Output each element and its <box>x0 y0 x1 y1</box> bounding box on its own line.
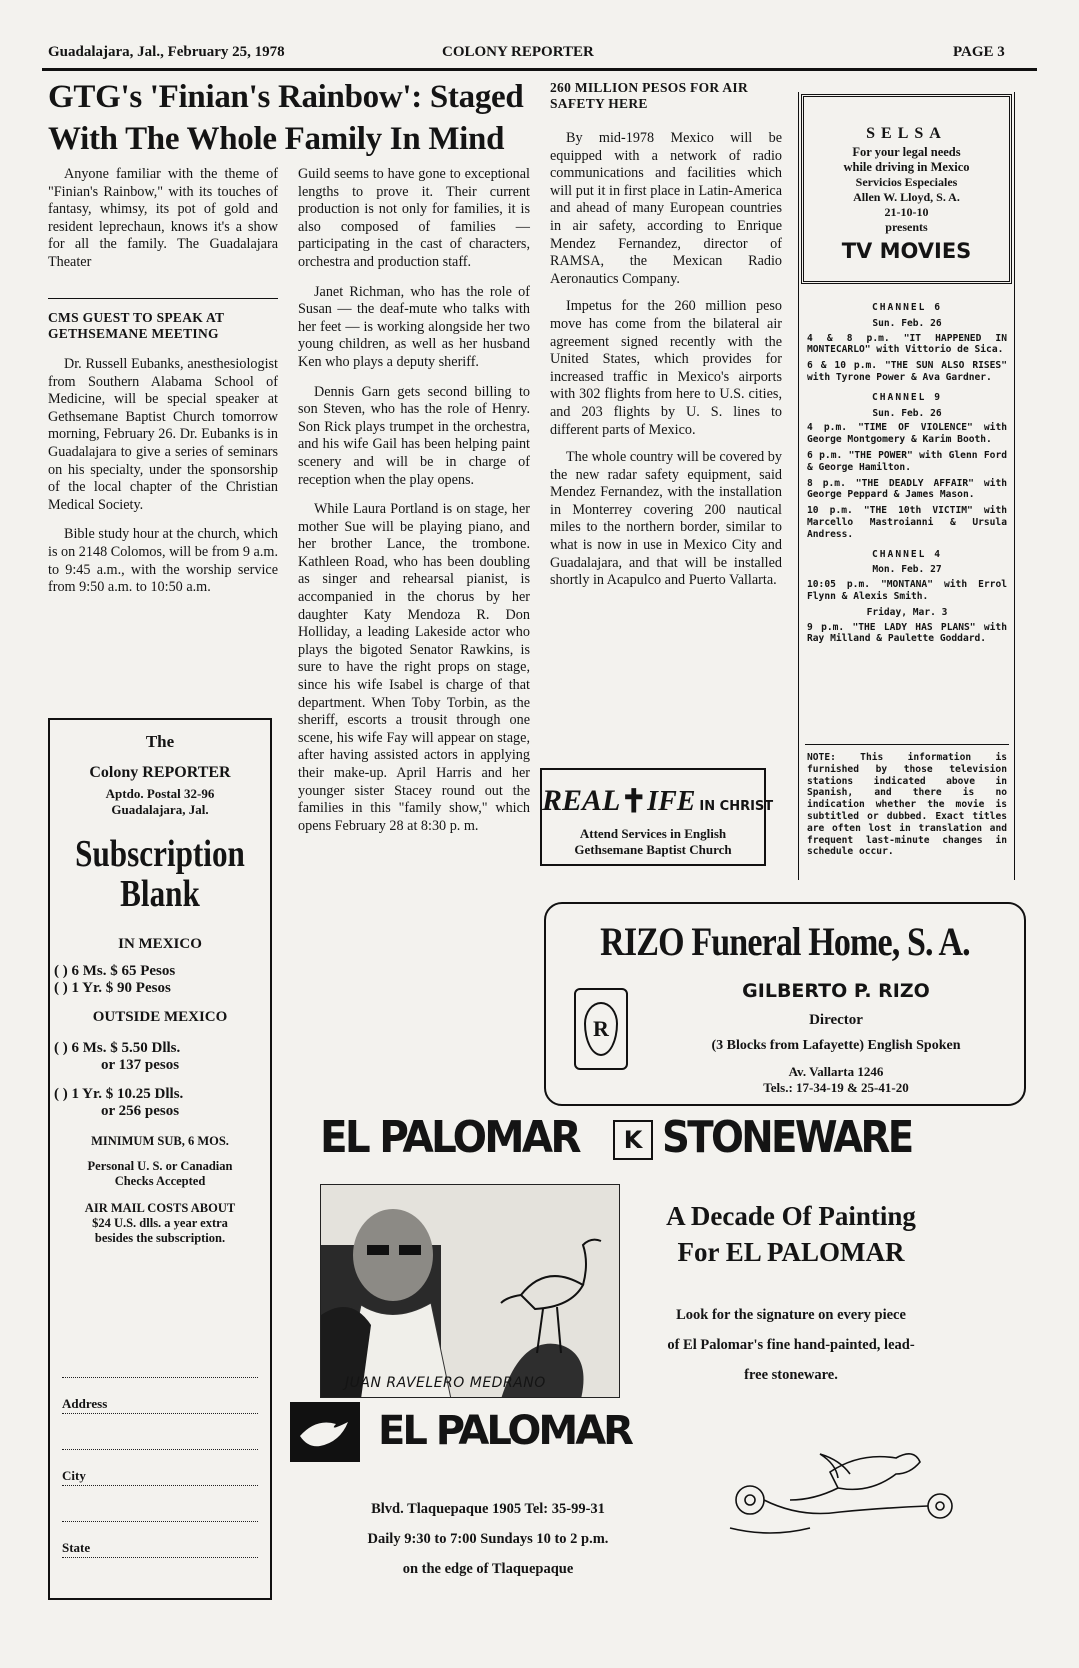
tv-listing-item: 6 p.m. "THE POWER" with Glenn Ford & George Hamilton. <box>807 449 1007 473</box>
rizo-address: Av. Vallarta 1246 <box>788 1064 884 1079</box>
sub-airmail: besides the subscription. <box>94 1231 226 1245</box>
page-number: PAGE 3 <box>953 44 1005 60</box>
sub-option-note: or 137 pesos <box>100 1057 180 1073</box>
rizo-role: Director <box>809 1012 863 1028</box>
palomar-body: Look for the signature on every piece of El Palomar's fine hand-painted, lead- free stoneware. <box>667 1307 915 1383</box>
tv-listing-item: 6 & 10 p.m. "THE SUN ALSO RISES" with Tyrone Power & Ava Gardner. <box>807 360 1007 383</box>
cms-story <box>48 356 278 606</box>
tv-listing-item: 4 p.m. "TIME OF VIOLENCE" with George Montgomery & Karim Booth. <box>807 422 1007 446</box>
air-paragraph: The whole country will be covered by the new radar safety equipment, said Mendez Fernandez, with the installation in Monterrey covering 200 nautical miles to the northern border, similar to what is now in use in Mexico City and Guadalajara, and that will be installed shortly in Acapulco and Puerto Vallarta. <box>550 449 782 589</box>
dateline: Guadalajara, Jal., February 25, 1978 <box>48 44 285 60</box>
divider <box>805 744 1009 745</box>
palomar-address: Blvd. Tlaquepaque 1905 Tel: 35-99-31 <box>371 1501 605 1517</box>
sub-the: The <box>145 732 175 751</box>
lead-paragraph: While Laura Portland is on stage, her mother Sue will be playing piano, and her brother Lance, the trombone. Kathleen Road, who has been doubling as singer and rehearsal pianist, is accompanied in the chorus by her daughter Katy Mendoza R. Don Holliday, a leading Lakeside actor who plays the bigoted Senator Rawkins, is sure to have the right props on stage, since his wife Isabel is charge of that department. When Toby Torbin, as the sheriff, escorts a trousit through one scene, his wife Fay will appear on stage, after having assisted actors in applying their make-up. April Harris and her younger sister Stacey round out the families in this "family show," which opens February 28 at 8:30 p. m. <box>298 501 530 834</box>
cms-paragraph: Dr. Russell Eubanks, anesthesiologist from Southern Alabama School of Medicine, will be special speaker at Gethsemane Baptist Church tomorrow morning, February 26. Dr. Eubanks is in Guadalajara to give a series of seminars on his specialty, under the sponsorship of the local chapter of the Christian Medical Society. <box>48 356 278 513</box>
divider <box>48 298 278 299</box>
tv-listing-item: 10:05 p.m. "MONTANA" with Errol Flynn & Alexis Smith. <box>807 579 1007 602</box>
artist-portrait-image <box>321 1185 620 1398</box>
sub-airmail: $24 U.S. dlls. a year extra <box>92 1216 228 1230</box>
selsa-phone: 21-10-10 <box>884 205 929 219</box>
bird-flower-icon <box>710 1408 970 1548</box>
tv-movies-title: TV MOVIES <box>841 239 972 263</box>
air-story <box>550 130 782 599</box>
el-palomar-ad <box>290 1112 1030 1632</box>
real-life-line: Gethsemane Baptist Church <box>574 842 732 857</box>
cms-paragraph: Bible study hour at the church, which is on 2148 Colomos, will be from 9 a.m. to 9:45 a.m., with the worship service from 9:50 a.m. to 10:50 a.m. <box>48 526 278 596</box>
life-word: IFE <box>647 786 696 817</box>
rizo-phones: Tels.: 17-34-19 & 25-41-20 <box>763 1080 909 1095</box>
sub-option: ( ) 6 Ms. $ 5.50 Dlls. <box>54 1040 181 1056</box>
palomar-logo-text: EL PALOMAR <box>378 1408 631 1454</box>
palomar-banner-right-wrap <box>662 1112 1032 1168</box>
lead-paragraph: Janet Richman, who has the role of Susan — the deaf-mute who talks with her feet — is working alongside her two young children, as well as her husband Ken who plays a deputy sheriff. <box>298 283 530 370</box>
tv-listing-channel: CHANNEL 9 <box>872 391 942 403</box>
sub-option: ( ) 6 Ms. $ 65 Pesos <box>54 963 176 979</box>
name-field[interactable] <box>62 1360 258 1378</box>
real-word: REAL <box>542 784 621 817</box>
tv-listing-date: Friday, Mar. 3 <box>866 606 948 618</box>
lead-paragraph: Guild seems to have gone to exceptional lengths to prove it. Their current production is not only for families, it is also composed of families — participating in the cast of characters, orchestra and production staff. <box>298 166 530 270</box>
tv-listing-channel: CHANNEL 4 <box>872 548 942 560</box>
state-field[interactable]: State <box>62 1540 258 1558</box>
sub-checks: Personal U. S. or Canadian <box>87 1159 233 1173</box>
masthead-rule <box>42 68 1037 71</box>
tv-listing-date: Sun. Feb. 26 <box>872 317 942 329</box>
palomar-hours: Daily 9:30 to 7:00 Sundays 10 to 2 p.m. <box>367 1531 609 1547</box>
dove-logo-icon <box>290 1402 360 1462</box>
rizo-line: (3 Blocks from Lafayette) English Spoken <box>711 1038 961 1053</box>
air-paragraph: Impetus for the 260 million peso move has come from the bilateral air agreement signed recently with the United States, which provides for increased traffic in Mexico's airports with 302 flights from here to U.S. cities, and 203 flights by U. S. lines to different parts of Mexico. <box>550 298 782 438</box>
sub-address: Guadalajara, Jal. <box>111 802 209 817</box>
sub-in-mexico: IN MEXICO <box>118 936 202 952</box>
rizo-ad <box>544 902 1026 1106</box>
sub-title: Subscription <box>75 833 245 875</box>
tv-listing-channel: CHANNEL 6 <box>872 302 942 313</box>
address-field[interactable]: Address <box>62 1396 258 1414</box>
lead-headline-2: With The Whole Family In Mind <box>48 121 505 157</box>
paper-name: COLONY REPORTER <box>442 44 594 60</box>
sub-title: Blank <box>120 873 200 915</box>
tv-listing-item: 8 p.m. "THE DEADLY AFFAIR" with George Peppard & James Mason. <box>807 477 1007 501</box>
tv-listing-item: 4 & 8 p.m. "IT HAPPENED IN MONTECARLO" with Vittorio de Sica. <box>807 332 1007 356</box>
sub-option-note: or 256 pesos <box>100 1103 180 1119</box>
rizo-title: RIZO Funeral Home, S. A. <box>600 919 970 964</box>
lead-col1 <box>48 166 278 281</box>
tv-listing-date: Mon. Feb. 27 <box>872 564 942 576</box>
selsa-line: Servicios Especiales <box>855 175 958 189</box>
palomar-banner-left: EL PALOMAR <box>320 1112 579 1163</box>
kiln-icon: K <box>613 1120 653 1160</box>
air-paragraph: By mid-1978 Mexico will be equipped with a network of radio communications and facilities which will put it in first place in Latin-America and ahead of many European countries in air safety, according to Enrique Mendez Fernandez, director of RAMSA, the Mexican Radio Aeronautics Company. <box>550 130 782 287</box>
selsa-line: while driving in Mexico <box>843 160 970 174</box>
rizo-logo-icon: R <box>574 988 628 1070</box>
selsa-line: For your legal needs <box>852 145 961 159</box>
tv-note: NOTE: This information is furnished by those television stations indicated above in Spanish, and there is no indication whether the movie is subtitled or dubbed. Exact titles are often lost in translation and frequent last-minute changes in schedule occur. <box>807 752 1007 858</box>
artist-photo <box>320 1184 620 1398</box>
palomar-contact <box>308 1494 668 1584</box>
rizo-name: GILBERTO P. RIZO <box>742 980 930 1002</box>
city-field[interactable]: City <box>62 1468 258 1486</box>
palomar-headline: A Decade Of Painting For EL PALOMAR <box>666 1201 916 1267</box>
lead-paragraph: Anyone familiar with the theme of "Finian's Rainbow," with its touches of fantasy, whimsy, its pot of gold and resident leprechaun, knows it's a show for all the family. The Guadalajara Theater <box>48 166 278 270</box>
lead-paragraph: Dennis Garn gets second billing to son Steven, who has the role of Henry. Son Rick plays trumpet in the orchestra, and his wife Gail has been helping paint scenery and will be in charge of reception when the play opens. <box>298 383 530 488</box>
selsa-line: Allen W. Lloyd, S. A. <box>853 190 960 204</box>
lead-headline-1: GTG's 'Finian's Rainbow': Staged <box>48 79 524 115</box>
sub-airmail: AIR MAIL COSTS ABOUT <box>84 1201 236 1215</box>
selsa-line: presents <box>885 220 928 234</box>
sub-address: Aptdo. Postal 32-96 <box>105 786 215 801</box>
subscription-blank <box>48 718 272 1600</box>
sub-minimum: MINIMUM SUB, 6 MOS. <box>91 1134 229 1148</box>
cms-headline: CMS GUEST TO SPEAK AT GETHSEMANE MEETING <box>48 310 225 341</box>
signature: JUAN RAVELERO MEDRANO <box>345 1375 546 1391</box>
lead-col2 <box>298 166 530 844</box>
address-line-field[interactable] <box>62 1432 258 1450</box>
tv-listing-item: 9 p.m. "THE LADY HAS PLANS" with Ray Milland & Paulette Goddard. <box>807 621 1007 645</box>
palomar-banner-right: STONEWARE <box>662 1112 912 1163</box>
sub-paper: Colony REPORTER <box>89 764 231 781</box>
tv-listing-date: Sun. Feb. 26 <box>872 407 942 419</box>
cross-icon: ✝ <box>620 783 648 819</box>
sub-outside: OUTSIDE MEXICO <box>92 1009 228 1025</box>
selsa-name: SELSA <box>866 125 947 142</box>
selsa-ad <box>801 94 1012 284</box>
tv-listings <box>807 294 1007 649</box>
sub-checks: Checks Accepted <box>114 1174 206 1188</box>
in-christ: IN CHRIST <box>699 799 774 814</box>
real-life-line: Attend Services in English <box>579 826 727 841</box>
tv-listing-item: 10 p.m. "THE 10th VICTIM" with Marcello Mastroianni & Ursula Andress. <box>807 505 1007 540</box>
city-line-field[interactable] <box>62 1504 258 1522</box>
palomar-edge: on the edge of Tlaquepaque <box>402 1561 574 1577</box>
real-life-ad <box>540 768 774 866</box>
sub-option: ( ) 1 Yr. $ 10.25 Dlls. <box>54 1086 184 1102</box>
tv-movies-box <box>798 92 1015 880</box>
sub-option: ( ) 1 Yr. $ 90 Pesos <box>54 980 171 996</box>
air-headline: 260 MILLION PESOS FOR AIR SAFETY HERE <box>550 80 749 111</box>
